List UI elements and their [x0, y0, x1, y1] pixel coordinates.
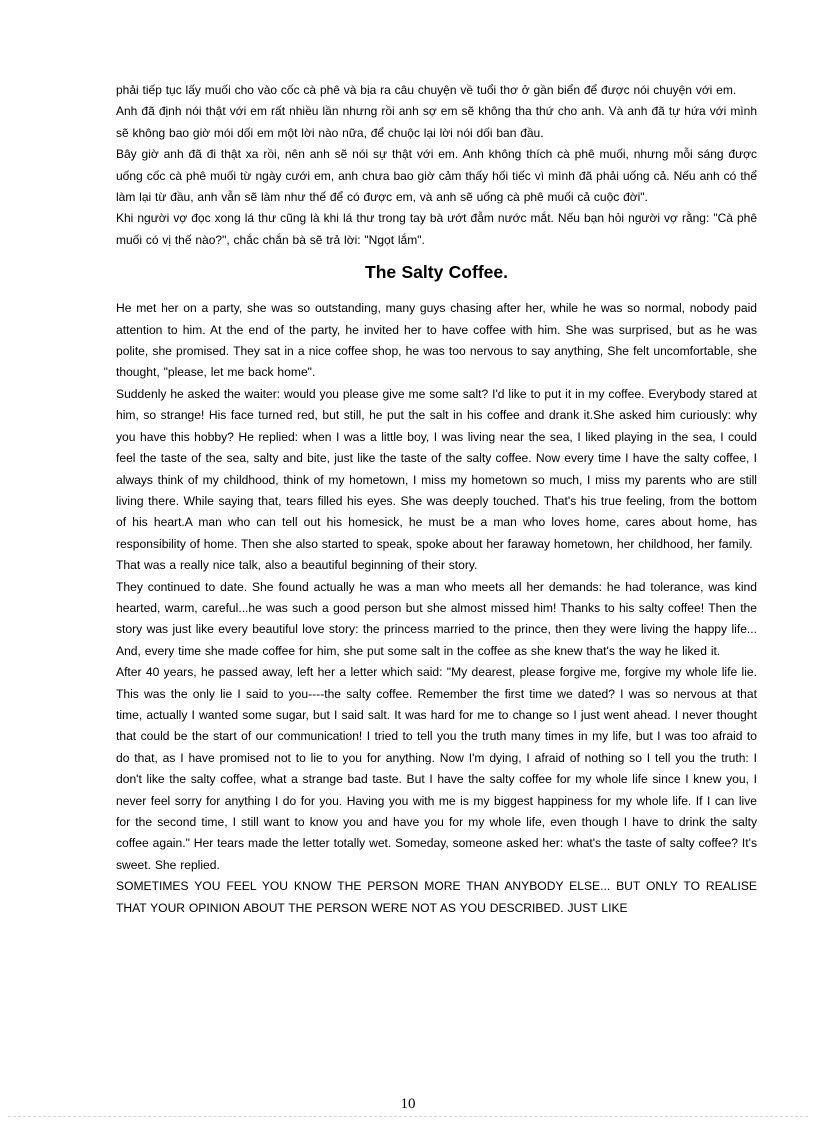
vietnamese-paragraph: Anh đã định nói thật với em rất nhiều lần nhưng rồi anh sợ em sẽ không tha thứ cho anh. Và anh đã tự hứa với mình sẽ không bao giờ mói dối em một lời nào nữa, để chuộc lại lời nói dối ban đầu.	[116, 104, 757, 140]
vietnamese-section	[116, 80, 757, 251]
english-paragraph: He met her on a party, she was so outstanding, many guys chasing after her, while he was so normal, nobody paid attention to him. At the end of the party, he invited her to have coffee with him. She was surprised, but as he was polite, she promised. They sat in a nice coffee shop, he was too nervous to say anything, She felt uncomfortable, she thought, "please, let me back home".	[116, 301, 757, 380]
english-paragraph: Suddenly he asked the waiter: would you please give me some salt? I'd like to put it in my coffee. Everybody stared at him, so strange! His face turned red, but still, he put the salt in his coffee and drank it.She asked him curiously: why you have this hobby? He replied: when I was a little boy, I was living near the sea, I liked playing in the sea, I could feel the taste of the sea, salty and bite, just like the taste of the salty coffee. Now every time I have the salty coffee, I always think of my childhood, think of my hometown, I miss my hometown so much, I miss my parents who are still living there. While saying that, tears filled his eyes. She was deeply touched. That's his true feeling, from the bottom of his heart.A man who can tell out his homesick, he must be a man who loves home, cares about home, has responsibility of home. Then she also started to speak, spoke about her faraway hometown, her childhood, her family.	[116, 386, 757, 551]
english-paragraph: They continued to date. She found actually he was a man who meets all her demands: he had tolerance, was kind hearted, warm, careful...he was such a good person but she almost missed him! Thanks to his salty coffee! Then the story was just like every beautiful love story: the princess married to the prince, then they were living the happy life... And, every time she made coffee for him, she put some salt in the coffee as she knew that's the way he liked it.	[116, 579, 757, 658]
page-number: 10	[400, 1096, 416, 1112]
page-content	[116, 80, 757, 919]
footer-divider	[8, 1116, 808, 1117]
vietnamese-paragraph: Khi người vợ đọc xong lá thư cũng là khi lá thư trong tay bà ướt đẫm nước mắt. Nếu bạn hỏi người vợ rằng: "Cà phê muối có vị thế nào?", chắc chắn bà sẽ trả lời: "Ngọt lắm".	[116, 211, 757, 247]
english-paragraph: SOMETIMES YOU FEEL YOU KNOW THE PERSON MORE THAN ANYBODY ELSE... BUT ONLY TO REALISE THAT YOUR OPINION ABOUT THE PERSON WERE NOT AS YOU DESCRIBED. JUST LIKE	[116, 879, 757, 915]
vietnamese-paragraph: phải tiếp tục lấy muối cho vào cốc cà phê và bịa ra câu chuyện về tuổi thơ ở gần biển để được nói chuyện với em.	[116, 83, 737, 97]
english-paragraph: That was a really nice talk, also a beautiful beginning of their story.	[116, 558, 478, 573]
story-title: The Salty Coffee.	[365, 262, 508, 283]
english-section	[116, 298, 757, 919]
english-paragraph: After 40 years, he passed away, left her a letter which said: "My dearest, please forgive me, forgive my whole life lie. This was the only lie I said to you----the salty coffee. Remember the first time we dated? I was so nervous at that time, actually I wanted some sugar, but I said salt. It was hard for me to change so I just went ahead. I never thought that could be the start of our communication! I tried to tell you the truth many times in my life, but I was too afraid to do that, as I have promised not to lie to you for anything. Now I'm dying, I afraid of nothing so I tell you the truth: I don't like the salty coffee, what a strange bad taste. But I have the salty coffee for my whole life since I knew you, I never feel sorry for anything I do for you. Having you with me is my biggest happiness for my whole life. If I can live for the second time, I still want to know you and have you for my whole life, even though I have to drink the salty coffee again." Her tears made the letter totally wet. Someday, someone asked her: what's the taste of salty coffee? It's sweet. She replied.	[116, 665, 757, 872]
vietnamese-paragraph: Bây giờ anh đã đi thật xa rồi, nên anh sẽ nói sự thật với em. Anh không thích cà phê muối, nhưng mỗi sáng được uống cốc cà phê muối từ ngày cưới em, anh chưa bao giờ cảm thấy hối tiếc vì mình đã phải uống cả. Nếu anh có thể làm lại từ đầu, anh vẫn sẽ làm như thế để có được em, và anh sẽ uống cà phê muối cả cuộc đời".	[116, 147, 757, 205]
